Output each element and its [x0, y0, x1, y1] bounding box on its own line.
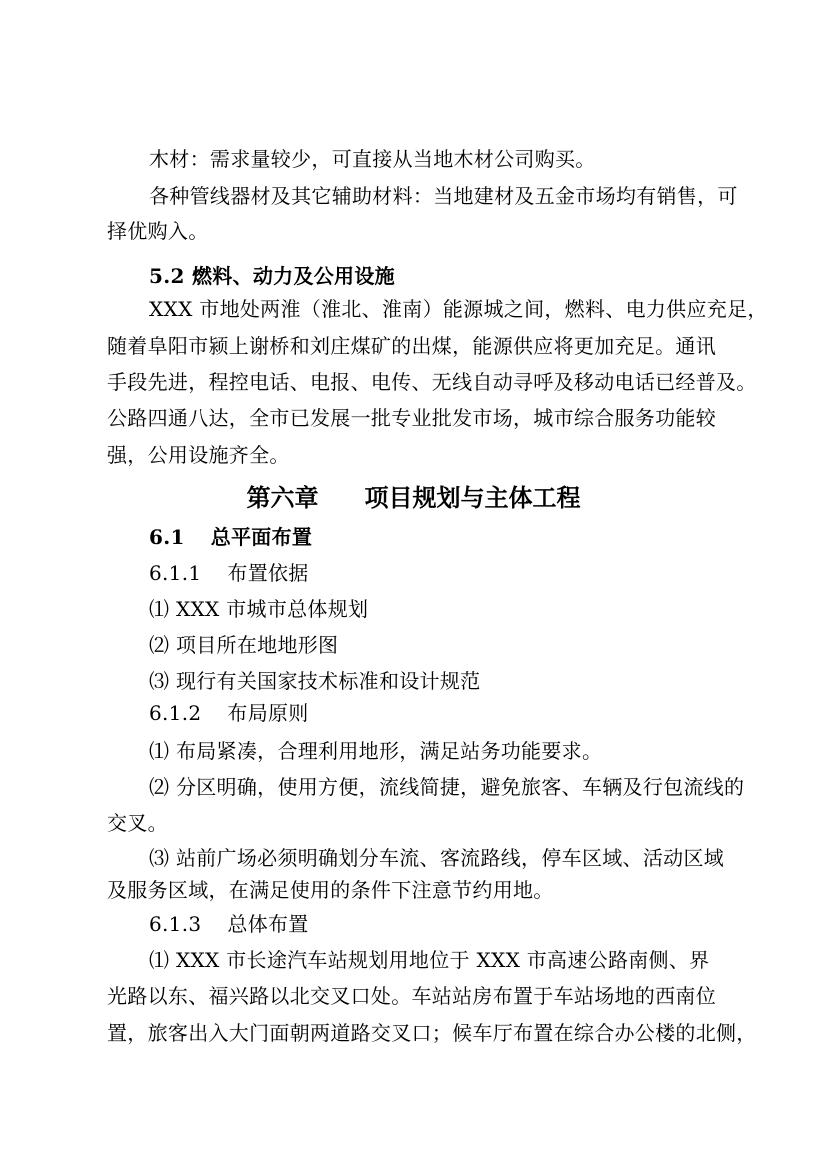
paragraph-wood: 木材：需求量较少，可直接从当地木材公司购买。 — [149, 147, 596, 171]
list-item: ⑵ 分区明确，使用方便，流线简捷，避免旅客、车辆及行包流线的 — [149, 775, 745, 799]
section-6-1-3-number: 6.1.3 — [149, 912, 202, 936]
section-5-2-line4: 公路四通八达，全市已发展一批专业批发市场，城市综合服务功能较 — [107, 406, 716, 430]
section-6-1-number: 6.1 — [149, 525, 185, 549]
chapter-number: 第六章 — [246, 483, 319, 512]
section-6-1-1-title: 布置依据 — [227, 561, 309, 585]
list-item: ⑴ 布局紧凑，合理利用地形，满足站务功能要求。 — [149, 739, 603, 763]
section-6-1-1-number: 6.1.1 — [149, 561, 202, 585]
chapter-heading — [0, 483, 827, 513]
section-5-2-line1: XXX 市地处两淮（淮北、淮南）能源城之间，燃料、电力供应充足， — [149, 297, 768, 321]
list-item-continuation: 及服务区域，在满足使用的条件下注意节约用地。 — [107, 878, 554, 902]
list-item: ⑵ 项目所在地地形图 — [149, 633, 339, 657]
list-item: ⑶ 现行有关国家技术标准和设计规范 — [149, 669, 481, 693]
section-6-1-2-heading — [149, 700, 309, 726]
section-6-1-3-line3: 置，旅客出入大门面朝两道路交叉口；候车厅布置在综合办公楼的北侧， — [107, 1021, 757, 1045]
section-5-2-line5: 强，公用设施齐全。 — [107, 443, 290, 467]
section-6-1-3-line2: 光路以东、福兴路以北交叉口处。车站站房布置于车站场地的西南位 — [107, 984, 716, 1008]
list-item-continuation: 交叉。 — [107, 811, 168, 835]
paragraph-pipes-line2: 择优购入。 — [107, 219, 209, 243]
section-6-1-title: 总平面布置 — [210, 525, 313, 549]
section-5-2-line3: 手段先进，程控电话、电报、电传、无线自动寻呼及移动电话已经普及。 — [107, 370, 757, 394]
section-5-2-line2: 随着阜阳市颍上谢桥和刘庄煤矿的出煤，能源供应将更加充足。通讯 — [107, 334, 716, 358]
section-6-1-3-title: 总体布置 — [227, 912, 309, 936]
section-6-1-heading — [149, 524, 312, 550]
section-6-1-1-heading — [149, 560, 309, 586]
section-6-1-3-heading — [149, 911, 309, 937]
list-item: ⑶ 站前广场必须明确划分车流、客流路线，停车区域、活动区域 — [149, 846, 725, 870]
section-6-1-2-number: 6.1.2 — [149, 701, 202, 725]
chapter-title: 项目规划与主体工程 — [364, 483, 581, 512]
paragraph-pipes-line1: 各种管线器材及其它辅助材料：当地建材及五金市场均有销售，可 — [149, 184, 738, 208]
section-6-1-3-line1: ⑴ XXX 市长途汽车站规划用地位于 XXX 市高速公路南侧、界 — [149, 948, 710, 972]
section-5-2-heading: 5.2 燃料、动力及公用设施 — [149, 264, 395, 288]
section-6-1-2-title: 布局原则 — [227, 701, 309, 725]
list-item: ⑴ XXX 市城市总体规划 — [149, 597, 369, 621]
